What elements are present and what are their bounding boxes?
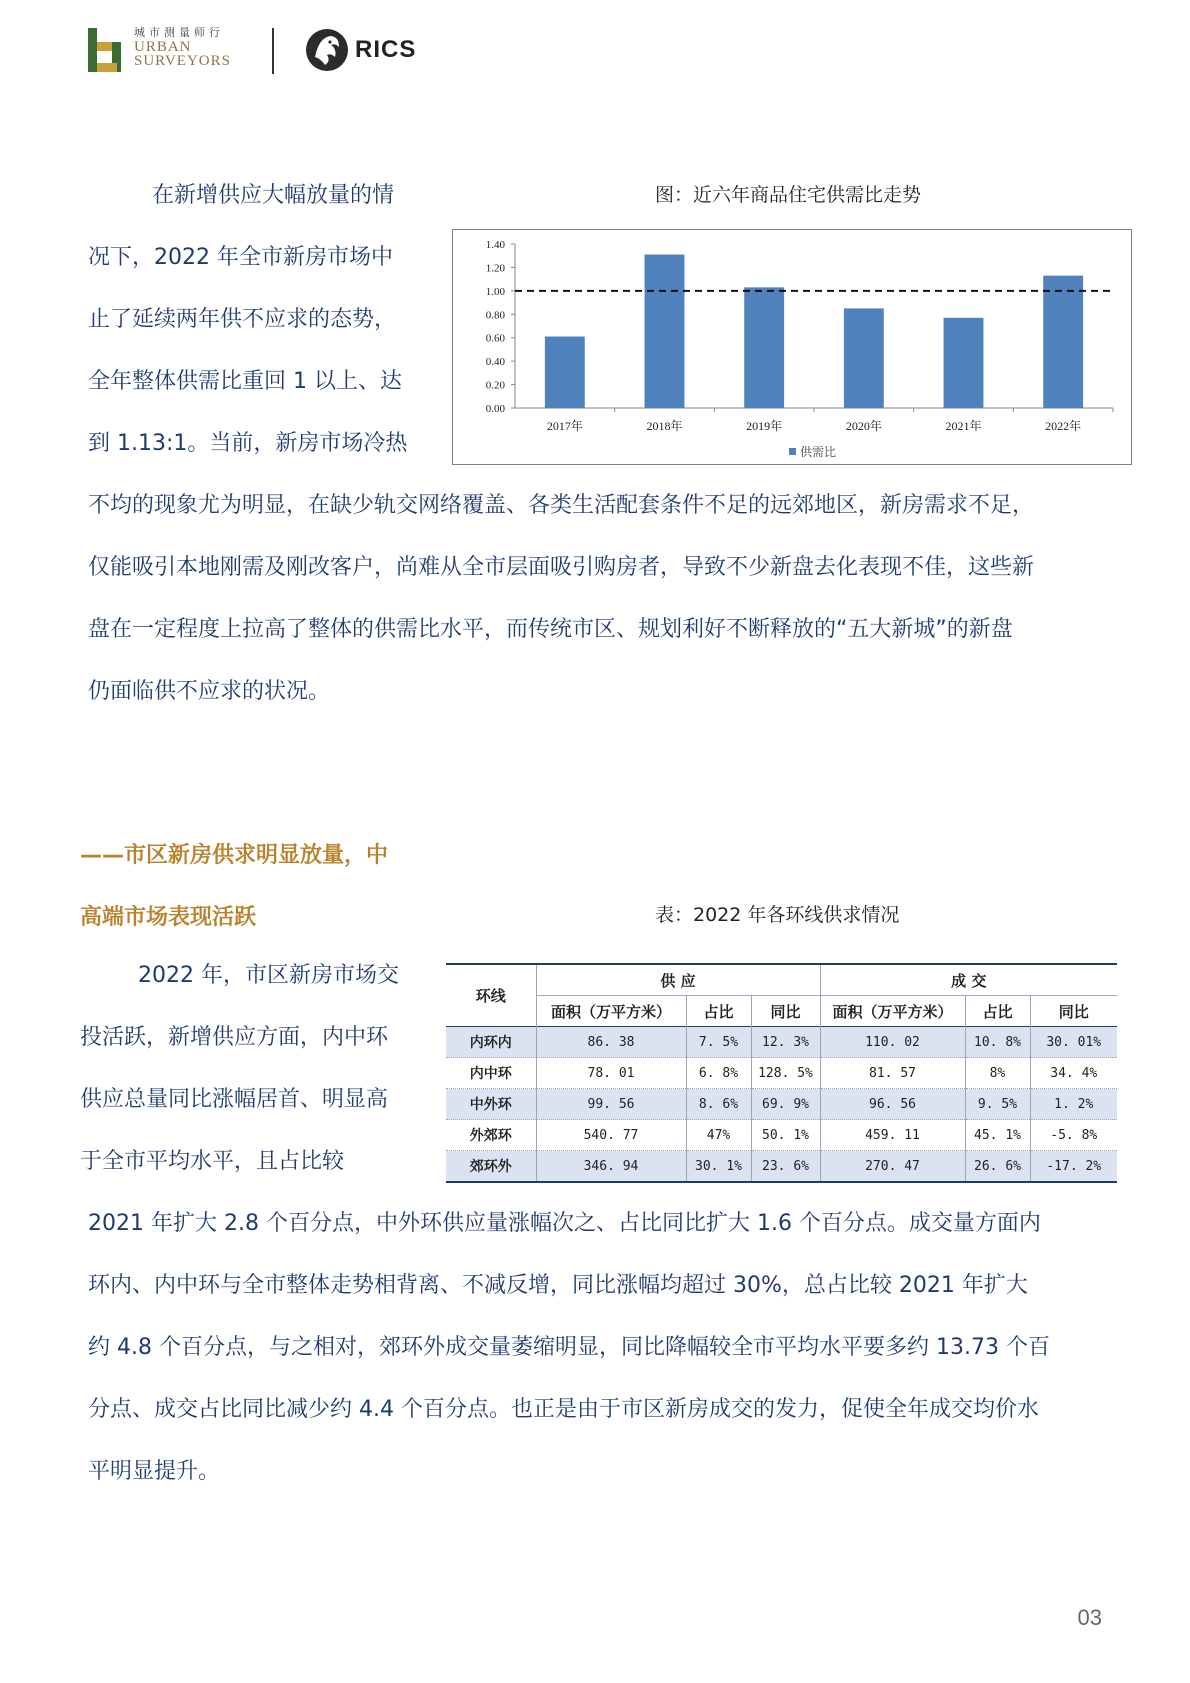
section1-wrapped-paragraph <box>88 165 448 475</box>
y-tick-label: 1.40 <box>485 239 505 251</box>
table-caption: 表：2022 年各环线供求情况 <box>655 904 900 926</box>
x-tick-label: 2017年 <box>546 419 583 433</box>
col-header-ring: 环线 <box>446 964 536 1027</box>
col-header-supply-area: 面积（万平方米） <box>536 996 686 1027</box>
cell: 30. 1% <box>686 1151 751 1183</box>
text-line: 仅能吸引本地刚需及刚改客户，尚难从全市层面吸引购房者，导致不少新盘去化表现不佳，这些新 <box>88 555 1035 580</box>
x-tick-label: 2019年 <box>746 419 783 433</box>
row-ring: 郊环外 <box>446 1151 536 1183</box>
x-tick-label: 2020年 <box>845 419 882 433</box>
cell: 7. 5% <box>686 1027 751 1058</box>
cell: 6. 8% <box>686 1058 751 1089</box>
col-header-deal-area: 面积（万平方米） <box>820 996 965 1027</box>
ring-supply-demand-table <box>446 963 1117 1183</box>
text-line: 在新增供应大幅放量的情 <box>152 183 395 208</box>
text-line: 2022 年，市区新房市场交 <box>138 963 399 988</box>
x-tick-label: 2021年 <box>945 419 982 433</box>
legend-swatch <box>789 448 796 455</box>
cell: 1. 2% <box>1030 1089 1117 1120</box>
bar-2017年 <box>545 337 585 408</box>
cell: 47% <box>686 1120 751 1151</box>
cell: -17. 2% <box>1030 1151 1117 1183</box>
group-header-supply: 供 应 <box>536 964 820 996</box>
text-line: 投活跃，新增供应方面，内中环 <box>80 1025 389 1050</box>
supply-demand-ratio-chart <box>453 230 1131 464</box>
row-ring: 内环内 <box>446 1027 536 1058</box>
cell: 12. 3% <box>751 1027 820 1058</box>
y-tick-label: 0.60 <box>485 332 505 345</box>
y-tick-label: 1.20 <box>485 262 505 275</box>
cell: 23. 6% <box>751 1151 820 1183</box>
text-line: 平明显提升。 <box>88 1459 221 1484</box>
y-tick-label: 0.00 <box>485 403 505 415</box>
table-row <box>446 1089 1117 1120</box>
section1-full-paragraph <box>88 475 1118 723</box>
y-tick-label: 1.00 <box>485 285 505 298</box>
cell: 50. 1% <box>751 1120 820 1151</box>
text-line: 于全市平均水平，且占比较 <box>80 1149 345 1174</box>
text-line: 盘在一定程度上拉高了整体的供需比水平，而传统市区、规划利好不断释放的“五大新城”的新盘 <box>88 617 1013 642</box>
section2-title-line1: ——市区新房供求明显放量，中 <box>80 843 389 868</box>
rics-lion-icon <box>305 27 349 73</box>
row-ring: 内中环 <box>446 1058 536 1089</box>
col-header-supply-yoy: 同比 <box>751 996 820 1027</box>
cell: 10. 8% <box>965 1027 1030 1058</box>
section2-full-paragraph <box>88 1193 1118 1503</box>
row-ring: 外郊环 <box>446 1120 536 1151</box>
section2-wrapped-paragraph <box>80 945 460 1193</box>
cell: 86. 38 <box>536 1027 686 1058</box>
cell: 9. 5% <box>965 1089 1030 1120</box>
logo-wordmark <box>134 26 231 68</box>
bar-2019年 <box>744 287 784 408</box>
cell: 30. 01% <box>1030 1027 1117 1058</box>
cell: 110. 02 <box>820 1027 965 1058</box>
bar-2021年 <box>944 318 984 408</box>
text-line: 况下，2022 年全市新房市场中 <box>88 245 393 270</box>
logo-en-line2: SURVEYORS <box>134 53 231 69</box>
text-line: 到 1.13:1。当前，新房市场冷热 <box>88 431 408 456</box>
cell: 540. 77 <box>536 1120 686 1151</box>
y-tick-label: 0.80 <box>485 309 505 322</box>
rics-logo <box>305 26 416 74</box>
table-row <box>446 1120 1117 1151</box>
bar-2022年 <box>1043 276 1083 408</box>
section2-title-line2: 高端市场表现活跃 <box>80 905 257 930</box>
cell: 69. 9% <box>751 1089 820 1120</box>
row-ring: 中外环 <box>446 1089 536 1120</box>
text-line: 供应总量同比涨幅居首、明显高 <box>80 1087 389 1112</box>
y-tick-label: 0.40 <box>485 356 505 369</box>
page-number: 03 <box>1077 1605 1102 1630</box>
cell: 128. 5% <box>751 1058 820 1089</box>
text-line: 不均的现象尤为明显，在缺少轨交网络覆盖、各类生活配套条件不足的远郊地区，新房需求不足， <box>88 493 1035 518</box>
logo-en-line1: URBAN <box>134 39 192 55</box>
cell: 459. 11 <box>820 1120 965 1151</box>
text-line: 止了延续两年供不应求的态势， <box>88 307 397 332</box>
cell: 346. 94 <box>536 1151 686 1183</box>
cell: 99. 56 <box>536 1089 686 1120</box>
header-divider <box>272 28 274 74</box>
table-row <box>446 1027 1117 1058</box>
cell: 8% <box>965 1058 1030 1089</box>
cell: 26. 6% <box>965 1151 1030 1183</box>
group-header-deal: 成 交 <box>820 964 1117 996</box>
text-line: 分点、成交占比同比减少约 4.4 个百分点。也正是由于市区新房成交的发力，促使全年成交均价水 <box>88 1397 1039 1422</box>
cell: 45. 1% <box>965 1120 1030 1151</box>
col-header-deal-share: 占比 <box>965 996 1030 1027</box>
cell: 34. 4% <box>1030 1058 1117 1089</box>
text-line: 约 4.8 个百分点，与之相对，郊环外成交量萎缩明显，同比降幅较全市平均水平要多约 13.73 个百 <box>88 1335 1050 1360</box>
chart-frame <box>452 229 1132 465</box>
legend-label: 供需比 <box>800 445 837 459</box>
x-tick-label: 2022年 <box>1045 419 1082 433</box>
table-row <box>446 1151 1117 1183</box>
rics-wordmark: RICS <box>355 36 417 63</box>
cell: -5. 8% <box>1030 1120 1117 1151</box>
col-header-supply-share: 占比 <box>686 996 751 1027</box>
text-line: 2021 年扩大 2.8 个百分点，中外环供应量涨幅次之、占比同比扩大 1.6 个百分点。成交量方面内 <box>88 1211 1041 1236</box>
text-line: 环内、内中环与全市整体走势相背离、不减反增，同比涨幅均超过 30%，总占比较 2021 年扩大 <box>88 1273 1028 1298</box>
text-line: 仍面临供不应求的状况。 <box>88 679 331 704</box>
cell: 78. 01 <box>536 1058 686 1089</box>
x-tick-label: 2018年 <box>646 419 683 433</box>
cell: 270. 47 <box>820 1151 965 1183</box>
bar-2020年 <box>844 308 884 408</box>
urban-surveyors-logo-icon <box>88 28 122 72</box>
chart-caption: 图：近六年商品住宅供需比走势 <box>655 184 922 206</box>
col-header-deal-yoy: 同比 <box>1058 1002 1089 1021</box>
cell: 8. 6% <box>686 1089 751 1120</box>
section2-title <box>80 825 460 949</box>
cell: 96. 56 <box>820 1089 965 1120</box>
table-row <box>446 1058 1117 1089</box>
y-tick-label: 0.20 <box>485 379 505 392</box>
cell: 81. 57 <box>820 1058 965 1089</box>
logo-cn: 城市测量师行 <box>134 26 224 39</box>
bar-2018年 <box>645 255 685 408</box>
text-line: 全年整体供需比重回 1 以上、达 <box>88 369 402 394</box>
